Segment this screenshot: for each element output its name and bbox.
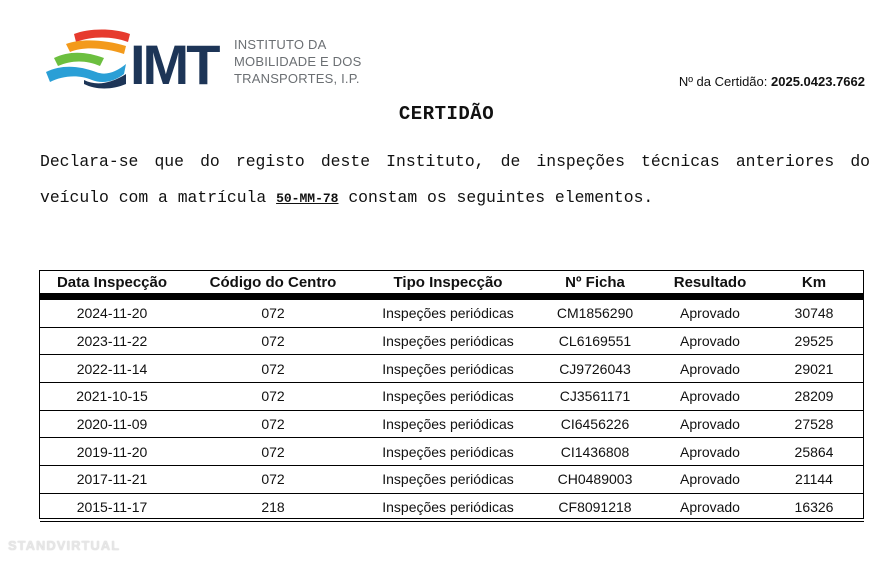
cell-result: Aprovado [656,355,764,383]
cell-center-code: 218 [184,493,362,521]
cell-inspection-type: Inspeções periódicas [362,466,534,494]
cell-date: 2021-10-15 [40,383,184,411]
institute-name: INSTITUTO DA MOBILIDADE E DOS TRANSPORTES, I.P. [234,37,362,86]
cell-date: 2024-11-20 [40,300,184,328]
cell-km: 21144 [764,466,864,494]
column-header-result: Resultado [656,271,764,294]
cell-record-number: CJ9726043 [534,355,656,383]
cell-record-number: CJ3561171 [534,383,656,411]
certificate-number-value: 2025.0423.7662 [771,74,865,89]
imt-wave-emblem-icon [44,28,229,92]
column-header-inspection-type: Tipo Inspecção [362,271,534,294]
column-header-date: Data Inspecção [40,271,184,294]
cell-km: 27528 [764,410,864,438]
column-header-record-number: Nº Ficha [534,271,656,294]
cell-date: 2022-11-14 [40,355,184,383]
table-row [40,300,864,328]
inspection-table [40,270,864,522]
cell-result: Aprovado [656,327,764,355]
license-plate: 50-MM-78 [276,191,339,206]
cell-center-code: 072 [184,300,362,328]
cell-date: 2017-11-21 [40,466,184,494]
cell-record-number: CM1856290 [534,300,656,328]
cell-km: 29021 [764,355,864,383]
cell-record-number: CL6169551 [534,327,656,355]
cell-center-code: 072 [184,383,362,411]
declaration-text-before: Declara-se que do registo deste Instituto, de inspeções técnicas anteriores do veículo com a matrícula [40,152,870,207]
imt-logo [44,28,374,92]
cell-center-code: 072 [184,355,362,383]
certificate-number [679,74,865,89]
certificate-number-label: Nº da Certidão: [678,74,768,89]
table-row [40,493,864,521]
cell-result: Aprovado [656,300,764,328]
cell-inspection-type: Inspeções periódicas [362,300,534,328]
cell-km: 29525 [764,327,864,355]
cell-record-number: CI1436808 [534,438,656,466]
cell-result: Aprovado [656,466,764,494]
cell-date: 2023-11-22 [40,327,184,355]
cell-date: 2020-11-09 [40,410,184,438]
cell-center-code: 072 [184,438,362,466]
cell-inspection-type: Inspeções periódicas [362,355,534,383]
cell-date: 2015-11-17 [40,493,184,521]
table-row [40,438,864,466]
column-header-km: Km [764,271,864,294]
cell-inspection-type: Inspeções periódicas [362,383,534,411]
table-header-row [40,271,864,294]
table-row [40,410,864,438]
imt-logo-lettering: IMT [130,33,218,92]
cell-result: Aprovado [656,493,764,521]
cell-inspection-type: Inspeções periódicas [362,493,534,521]
cell-result: Aprovado [656,383,764,411]
cell-record-number: CH0489003 [534,466,656,494]
cell-inspection-type: Inspeções periódicas [362,438,534,466]
table-row [40,383,864,411]
cell-km: 28209 [764,383,864,411]
cell-inspection-type: Inspeções periódicas [362,327,534,355]
cell-center-code: 072 [184,410,362,438]
cell-center-code: 072 [184,327,362,355]
table-row [40,466,864,494]
table-row [40,355,864,383]
cell-inspection-type: Inspeções periódicas [362,410,534,438]
cell-km: 30748 [764,300,864,328]
cell-result: Aprovado [656,410,764,438]
cell-date: 2019-11-20 [40,438,184,466]
table-row [40,327,864,355]
cell-record-number: CI6456226 [534,410,656,438]
cell-record-number: CF8091218 [534,493,656,521]
document-title: CERTIDÃO [398,103,495,125]
watermark: STANDVIRTUAL [8,538,121,553]
declaration-paragraph [40,144,870,217]
cell-center-code: 072 [184,466,362,494]
cell-km: 16326 [764,493,864,521]
cell-km: 25864 [764,438,864,466]
column-header-center-code: Código do Centro [184,271,362,294]
declaration-text-after: constam os seguintes elementos. [338,188,654,207]
cell-result: Aprovado [656,438,764,466]
